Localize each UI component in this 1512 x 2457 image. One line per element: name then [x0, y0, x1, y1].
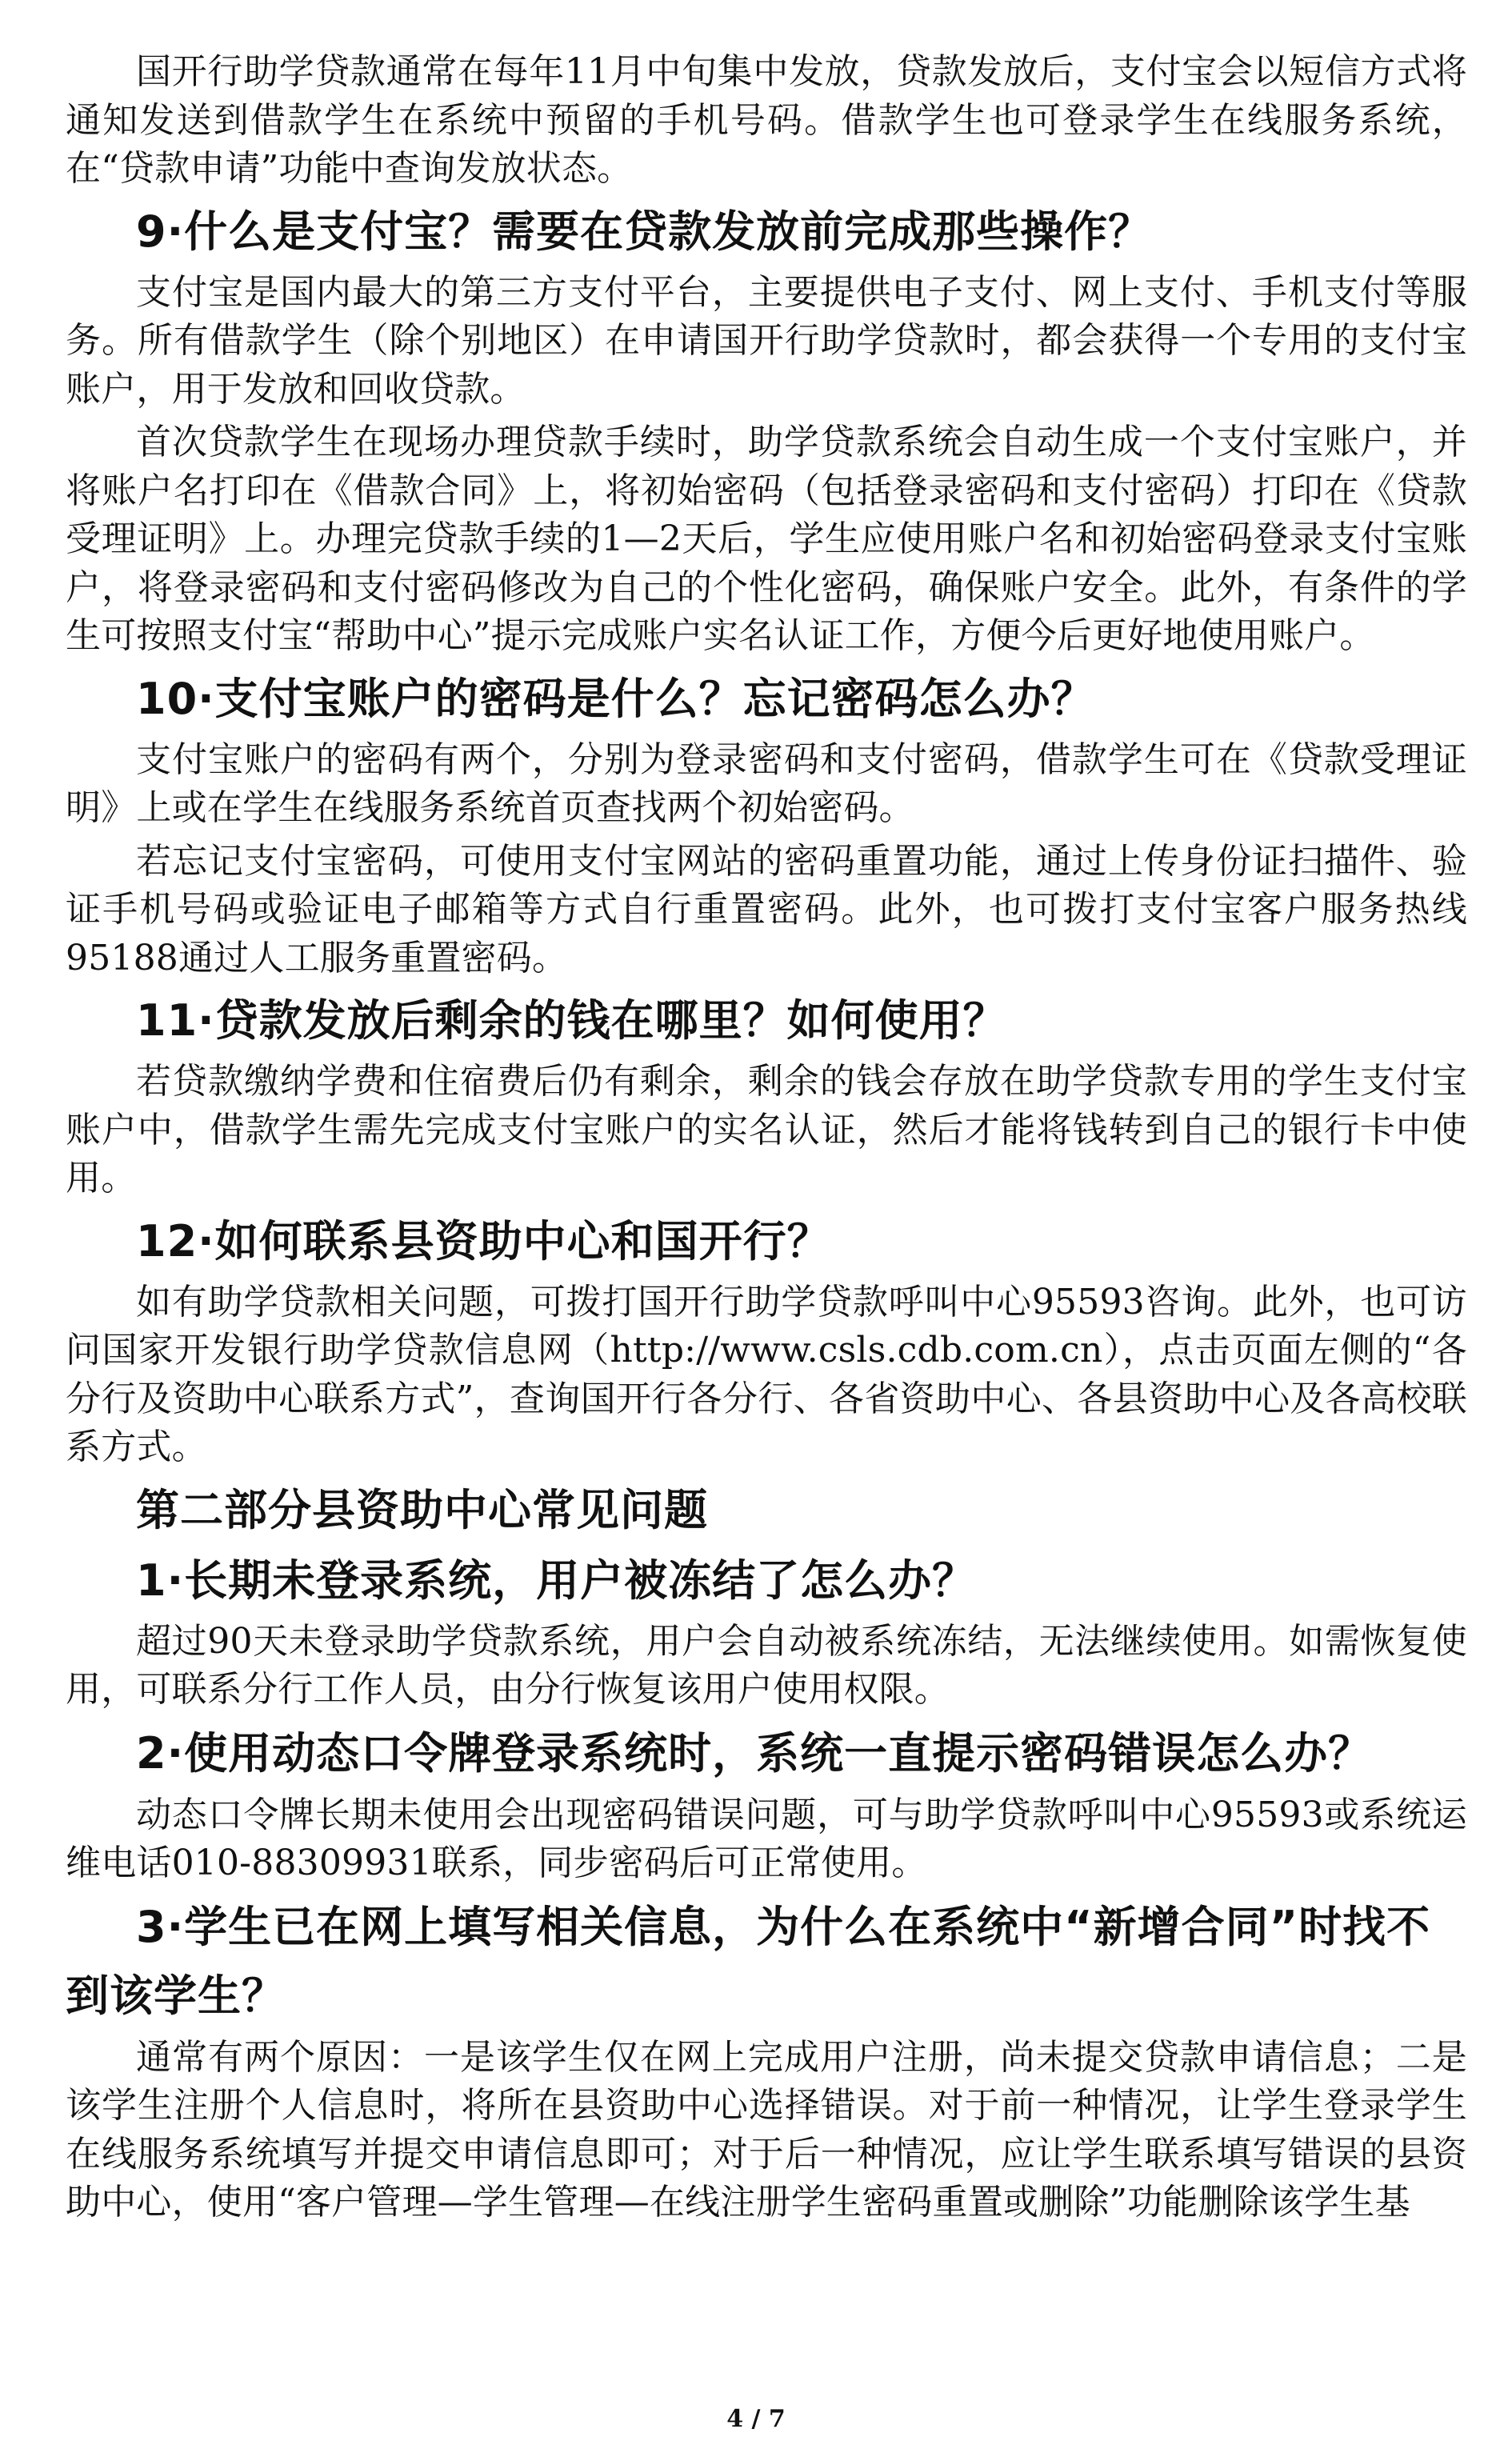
question-heading-12: 12·如何联系县资助中心和国开行？ [136, 1215, 831, 1267]
paragraph-alipay-intro: 支付宝是国内最大的第三方支付平台，主要提供电子支付、网上支付、手机支付等服务。所有借款学生（除个别地区）在申请国开行助学贷款时，都会获得一个专用的支付宝账户，用于发放和回收贷款。 [66, 271, 1467, 410]
paragraph-password-reset: 若忘记支付宝密码，可使用支付宝网站的密码重置功能，通过上传身份证扫描件、验证手机号码或验证电子邮箱等方式自行重置密码。此外，也可拨打支付宝客户服务热线95188通过人工服务重置密码。 [66, 840, 1467, 978]
paragraph-student-not-found: 通常有两个原因：一是该学生仅在网上完成用户注册，尚未提交贷款申请信息；二是该学生注册个人信息时，将所在县资助中心选择错误。对于前一种情况，让学生登录学生在线服务系统填写并提交申请信息即可；对于后一种情况，应让学生联系填写错误的县资助中心，使用“客户管理—学生管理—在线注册学生密码重置或删除”功能删除该学生基 [66, 2036, 1467, 2223]
question-heading-s1: 1·长期未登录系统，用户被冻结了怎么办？ [136, 1555, 977, 1606]
paragraph-remaining-money: 若贷款缴纳学费和住宿费后仍有剩余，剩余的钱会存放在助学贷款专用的学生支付宝账户中，借款学生需先完成支付宝账户的实名认证，然后才能将钱转到自己的银行卡中使用。 [66, 1061, 1467, 1198]
question-heading-s2 [66, 1719, 1467, 1788]
question-heading-9: 9·什么是支付宝？需要在贷款发放前完成那些操作？ [136, 206, 1153, 257]
question-heading-s3 [66, 1893, 1467, 2031]
paragraph-password-types: 支付宝账户的密码有两个，分别为登录密码和支付密码，借款学生可在《贷款受理证明》上或在学生在线服务系统首页查找两个初始密码。 [66, 738, 1467, 828]
paragraph-contact-info: 如有助学贷款相关问题，可拨打国开行助学贷款呼叫中心95593咨询。此外，也可访问国家开发银行助学贷款信息网（http://www.csls.cdb.com.cn），点击页面左侧的“各分行及资助中心联系方式”，查询国开行各分行、各省资助中心、各县资助中心及各高校联系方式。 [66, 1281, 1467, 1467]
paragraph-alipay-account: 首次贷款学生在现场办理贷款手续时，助学贷款系统会自动生成一个支付宝账户，并将账户名打印在《借款合同》上，将初始密码（包括登录密码和支付密码）打印在《贷款受理证明》上。办理完贷款手续的1—2天后，学生应使用账户名和初始密码登录支付宝账户，将登录密码和支付密码修改为自己的个性化密码，确保账户安全。此外，有条件的学生可按照支付宝“帮助中心”提示完成账户实名认证工作，方便今后更好地使用账户。 [66, 422, 1467, 656]
question-heading-11: 11·贷款发放后剩余的钱在哪里？如何使用？ [136, 995, 1007, 1046]
question-heading-10: 10·支付宝账户的密码是什么？忘记密码怎么办？ [136, 673, 1095, 724]
question-heading-s3-text: 3·学生已在网上填写相关信息，为什么在系统中“新增合同”时找不到该学生？ [66, 1901, 1431, 2021]
question-heading-s2-text: 2·使用动态口令牌登录系统时，系统一直提示密码错误怎么办？ [136, 1727, 1373, 1779]
paragraph-loan-disbursement: 国开行助学贷款通常在每年11月中旬集中发放，贷款发放后，支付宝会以短信方式将通知发送到借款学生在系统中预留的手机号码。借款学生也可登录学生在线服务系统，在“贷款申请”功能中查询发放状态。 [66, 51, 1467, 189]
section-heading-part-two: 第二部分县资助中心常见问题 [136, 1484, 708, 1535]
paragraph-token-password: 动态口令牌长期未使用会出现密码错误问题，可与助学贷款呼叫中心95593或系统运维电话010-88309931联系，同步密码后可正常使用。 [66, 1794, 1467, 1883]
paragraph-frozen-user: 超过90天未登录助学贷款系统，用户会自动被系统冻结，无法继续使用。如需恢复使用，可联系分行工作人员，由分行恢复该用户使用权限。 [66, 1620, 1467, 1710]
page-number: 4 / 7 [726, 2405, 786, 2433]
document-page [66, 48, 1467, 2232]
